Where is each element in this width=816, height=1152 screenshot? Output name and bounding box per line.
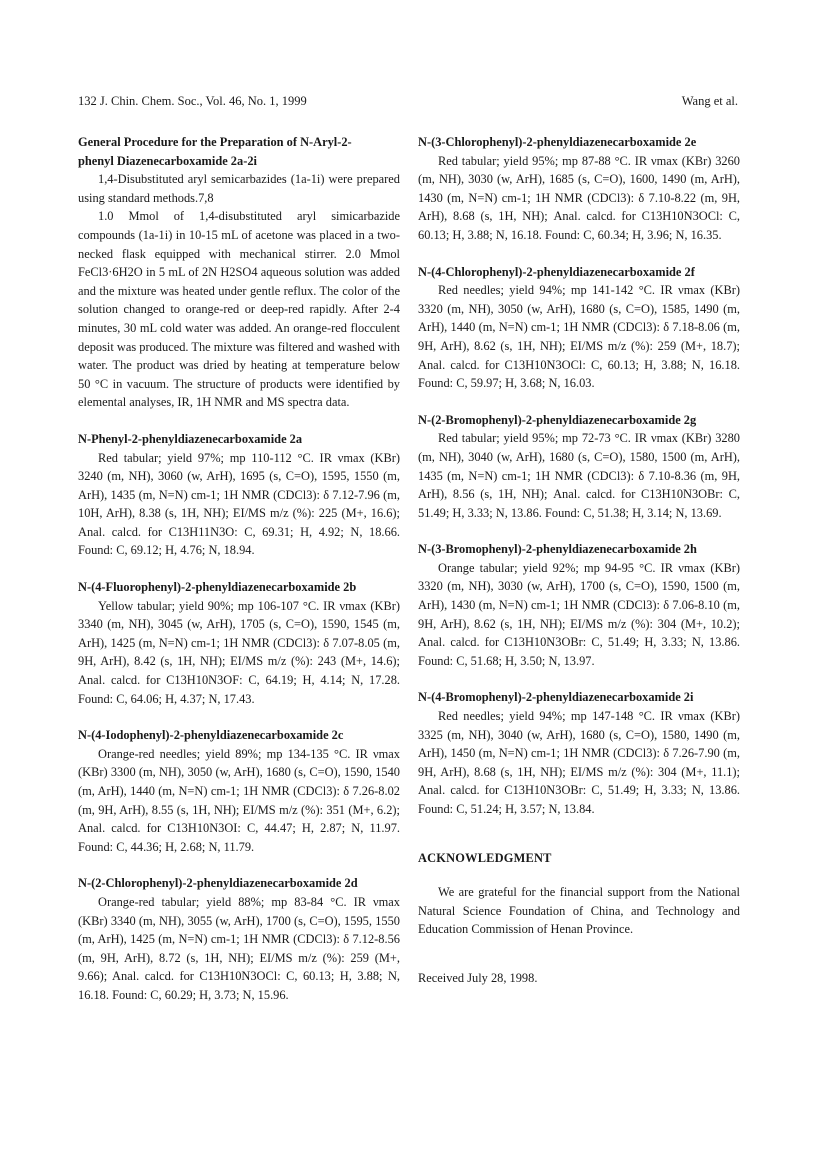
compound-data: Orange-red needles; yield 89%; mp 134-135 °C. IR νmax (KBr) 3300 (m, NH), 3050 (w, ArH), 1680 (s, C=O), 1590, 1540 (m, ArH), 1440 (m, N=N) cm-1; 1H NMR (CDCl3): δ 7.26-8.02 (m, 9H, ArH), 8.55 (s, 1H, NH); EI/MS m/z (%): 351 (M+, 6.2); Anal. calcd. for C13H10N3OI: C, 44.47; H, 2.87; N, 11.97. Found: C, 44.36; H, 2.68; N, 11.79. [78,746,400,854]
right-column [418,133,740,988]
general-procedure-title-line1: General Procedure for the Preparation of N-Aryl-2- [78,135,352,149]
compound-data: Red needles; yield 94%; mp 147-148 °C. IR νmax (KBr) 3325 (m, NH), 3040 (w, ArH), 1680 (s, C=O), 1580, 1490 (m, ArH), 1450 (m, N=N) cm-1; 1H NMR (CDCl3): δ 7.26-7.90 (m, 9H, ArH), 8.68 (s, 1H, NH); EI/MS m/z (%): 304 (M+, 11.1); Anal. calcd. for C13H10N3OBr: C, 51.49; H, 3.33; N, 13.86. Found: C, 51.24; H, 3.57; N, 13.84. [418,709,740,816]
author-running-head: Wang et al. [681,94,738,108]
acknowledgment-title: ACKNOWLEDGMENT [418,850,552,865]
general-procedure-paragraph-1: 1,4-Disubstituted aryl semicarbazides (1a-1i) were prepared using standard methods.7,8 [78,172,400,205]
general-procedure-title-line2: phenyl Diazenecarboxamide 2a-2i [78,153,257,168]
compound-title: N-(4-Bromophenyl)-2-phenyldiazenecarboxamide 2i [418,690,694,705]
compound-entry-2a [78,430,400,560]
compound-title: N-(3-Chlorophenyl)-2-phenyldiazenecarboxamide 2e [418,135,697,149]
compound-entry-2c [78,726,400,856]
compound-title: N-(4-Iodophenyl)-2-phenyldiazenecarboxamide 2c [78,728,344,743]
compound-entry-2b [78,578,400,708]
compound-title: N-(3-Bromophenyl)-2-phenyldiazenecarboxamide 2h [418,542,697,557]
compound-title: N-(2-Bromophenyl)-2-phenyldiazenecarboxamide 2g [418,412,697,427]
running-header [78,94,738,110]
general-procedure-section [78,133,400,412]
compound-title: N-(2-Chlorophenyl)-2-phenyldiazenecarboxamide 2d [78,876,358,891]
compound-entry-2e [418,133,740,245]
compound-title: N-(4-Fluorophenyl)-2-phenyldiazenecarboxamide 2b [78,580,357,595]
acknowledgment-section [418,849,740,939]
compound-data: Red tabular; yield 95%; mp 87-88 °C. IR νmax (KBr) 3260 (m, NH), 3030 (w, ArH), 1685 (s, C=O), 1600, 1490 (m, ArH), 1430 (m, N=N) cm-1; 1H NMR (CDCl3): δ 7.10-8.22 (m, 9H, ArH), 8.68 (s, 1H, NH); Anal. calcd. for C13H10N3OCl: C, 60.13; H, 3.88; N, 16.18. Found: C, 60.34; H, 3.96; N, 16.35. [418,153,740,242]
acknowledgment-text: We are grateful for the financial support from the National Natural Science Foundation of China, and Technology and Education Commission of Henan Province. [418,885,740,937]
compound-entry-2h [418,540,740,670]
compound-entry-2g [418,411,740,523]
compound-data: Yellow tabular; yield 90%; mp 106-107 °C. IR νmax (KBr) 3340 (m, NH), 3045 (w, ArH), 1705 (s, C=O), 1590, 1545 (m, ArH), 1425 (m, N=N) cm-1; 1H NMR (CDCl3): δ 7.07-8.05 (m, 9H, ArH), 8.42 (s, 1H, NH); EI/MS m/z (%): 243 (M+, 14.6); Anal. calcd. for C13H10N3OF: C, 64.19; H, 4.14; N, 17.28. Found: C, 64.06; H, 4.37; N, 17.43. [78,598,400,706]
compound-data: Red needles; yield 94%; mp 141-142 °C. IR νmax (KBr) 3320 (m, NH), 3050 (w, ArH), 1680 (s, C=O), 1585, 1490 (m, ArH), 1440 (m, N=N) cm-1; 1H NMR (CDCl3): δ 7.18-8.06 (m, 9H, ArH), 8.62 (s, 1H, NH); EI/MS m/z (%): 259 (M+, 18.7); Anal. calcd. for C13H10N3OCl: C, 60.13; H, 3.88; N, 16.18. Found: C, 59.97; H, 3.68; N, 16.03. [418,283,740,391]
compound-data: Red tabular; yield 97%; mp 110-112 °C. IR νmax (KBr) 3240 (m, NH), 3060 (w, ArH), 1695 (s, C=O), 1595, 1550 (m, ArH), 1435 (m, N=N) cm-1; 1H NMR (CDCl3): δ 7.12-7.96 (m, 10H, ArH), 8.38 (s, 1H, NH); EI/MS m/z (%): 225 (M+, 16.6); Anal. calcd. for C13H11N3O: C, 69.31; H, 4.92; N, 18.66. Found: C, 69.12; H, 4.76; N, 18.94. [78,450,400,558]
left-column [78,133,400,1005]
compound-data: Orange-red tabular; yield 88%; mp 83-84 °C. IR νmax (KBr) 3340 (m, NH), 3055 (w, ArH), 1700 (s, C=O), 1595, 1550 (m, ArH), 1425 (m, N=N) cm-1; 1H NMR (CDCl3): δ 7.12-8.56 (m, 9H, ArH), 8.72 (s, 1H, NH); EI/MS m/z (%): 259 (M+, 9.66); Anal. calcd. for C13H10N3OCl: C, 60.13; H, 3.88; N, 16.18. Found: C, 60.29; H, 3.73; N, 15.96. [78,894,400,1002]
received-date: Received July 28, 1998. [418,970,538,985]
compound-title: N-(4-Chlorophenyl)-2-phenyldiazenecarboxamide 2f [418,264,695,279]
general-procedure-paragraph-2: 1.0 Mmol of 1,4-disubstituted aryl simicarbazide compounds (1a-1i) in 10-15 mL of acetone was placed in a two-necked flask equipped with mechanical stirrer. 2.0 Mmol FeCl3·6H2O in 5 mL of 2N H2SO4 aqueous solution was added and the mixture was heated under gentle reflux. The color of the solution changed to orange-red or deep-red rapidly. After 2-4 minutes, 30 mL cold water was added. An orange-red flocculent deposit was produced. The mixture was filtered and washed with water. The product was dried by heating at temperature below 50 °C in vacuum. The structure of products were identified by elemental analyses, IR, 1H NMR and MS spectra data. [78,209,400,410]
compound-entry-2i [418,688,740,818]
journal-citation: 132 J. Chin. Chem. Soc., Vol. 46, No. 1, 1999 [78,94,307,108]
compound-entry-2f [418,263,740,393]
compound-data: Red tabular; yield 95%; mp 72-73 °C. IR νmax (KBr) 3280 (m, NH), 3040 (w, ArH), 1680 (s, C=O), 1580, 1500 (m, ArH), 1435 (m, N=N) cm-1; 1H NMR (CDCl3): δ 7.10-8.36 (m, 9H, ArH), 8.56 (s, 1H, NH); Anal. calcd. for C13H10N3OBr: C, 51.49; H, 3.33; N, 13.86. Found: C, 51.38; H, 3.14; N, 13.69. [418,431,740,520]
compound-entry-2d [78,874,400,1004]
compound-title: N-Phenyl-2-phenyldiazenecarboxamide 2a [78,431,303,446]
compound-data: Orange tabular; yield 92%; mp 94-95 °C. IR νmax (KBr) 3320 (m, NH), 3030 (w, ArH), 1700 (s, C=O), 1590, 1500 (m, ArH), 1430 (m, N=N) cm-1; 1H NMR (CDCl3): δ 7.06-8.10 (m, 9H, ArH), 8.62 (s, 1H, NH); EI/MS m/z (%): 304 (M+, 10.2); Anal. calcd. for C13H10N3OBr: C, 51.49; H, 3.33; N, 13.86. Found: C, 51.68; H, 3.50; N, 13.97. [418,560,740,668]
